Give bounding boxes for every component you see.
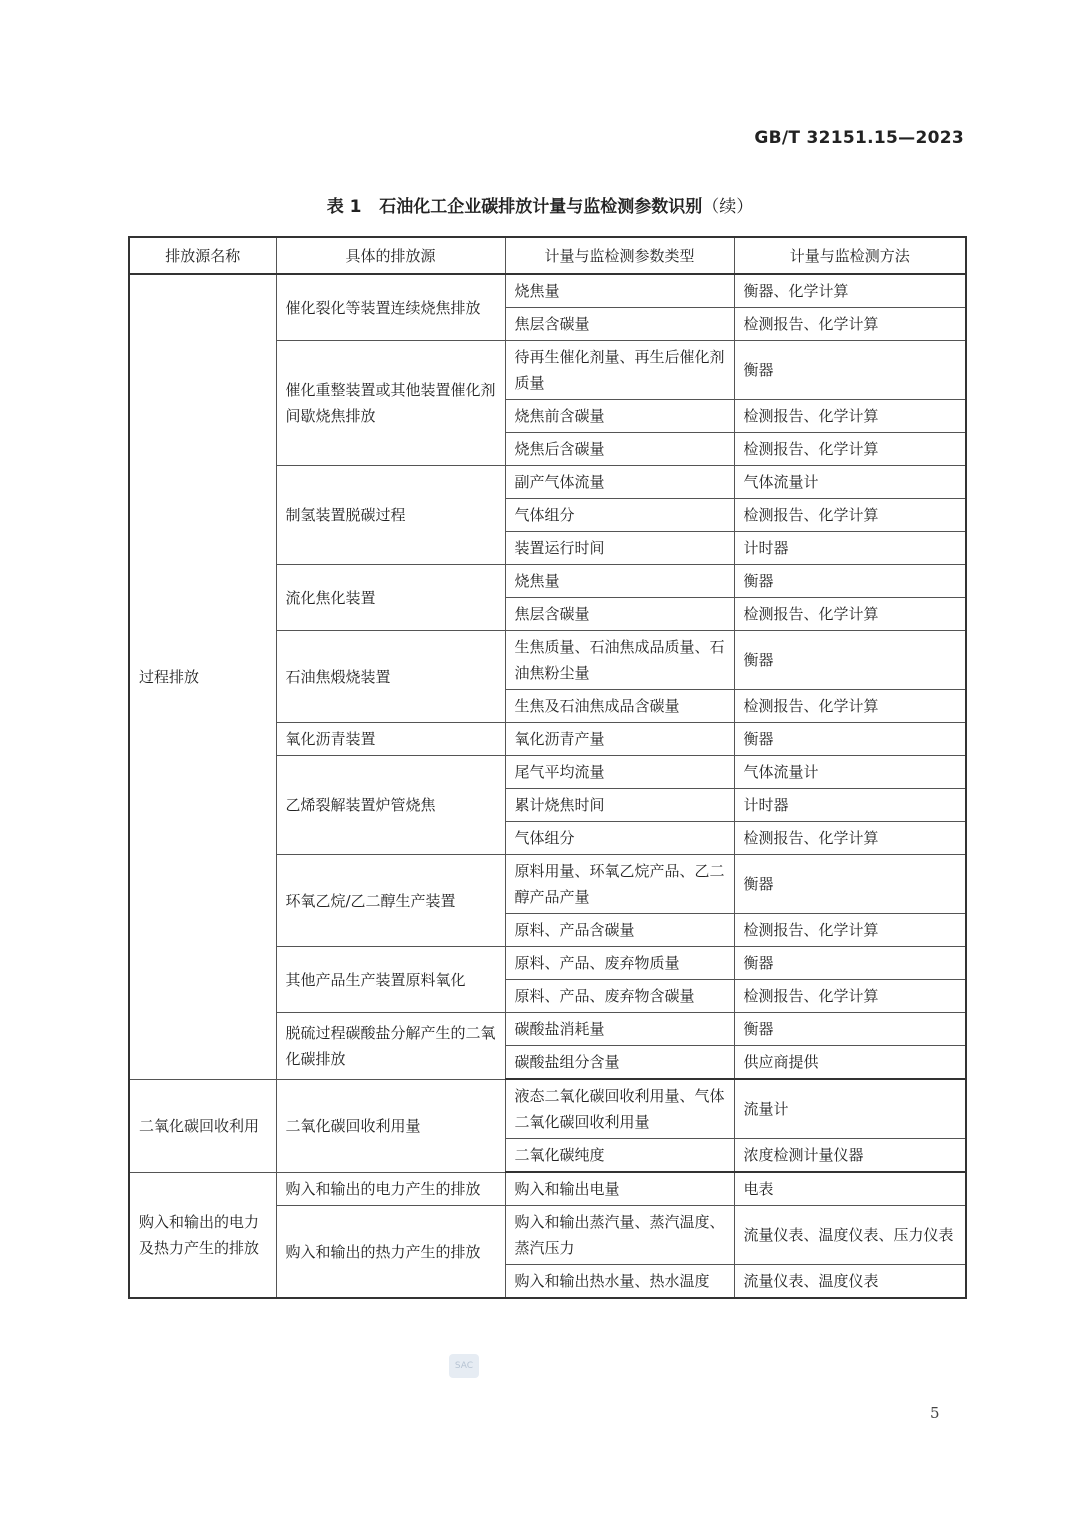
parameter-type-cell: 装置运行时间 <box>505 532 734 565</box>
parameter-type-cell: 副产气体流量 <box>505 466 734 499</box>
parameter-type-cell: 烧焦量 <box>505 565 734 598</box>
parameter-type-cell: 原料用量、环氧乙烷产品、乙二醇产品产量 <box>505 855 734 914</box>
parameter-type-cell: 购入和输出热水量、热水温度 <box>505 1265 734 1299</box>
standard-number: GB/T 32151.15—2023 <box>754 128 964 148</box>
sac-watermark-logo: SAC <box>449 1354 479 1378</box>
parameter-type-cell: 原料、产品、废弃物质量 <box>505 947 734 980</box>
parameter-type-cell: 待再生催化剂量、再生后催化剂质量 <box>505 341 734 400</box>
measurement-method-cell: 衡器 <box>734 631 966 690</box>
column-header: 计量与监检测参数类型 <box>505 237 734 274</box>
measurement-method-cell: 流量仪表、温度仪表、压力仪表 <box>734 1206 966 1265</box>
parameter-type-cell: 气体组分 <box>505 822 734 855</box>
measurement-method-cell: 衡器 <box>734 565 966 598</box>
measurement-method-cell: 检测报告、化学计算 <box>734 822 966 855</box>
emission-source-cell: 脱硫过程碳酸盐分解产生的二氧化碳排放 <box>276 1013 505 1080</box>
parameter-type-cell: 生焦质量、石油焦成品质量、石油焦粉尘量 <box>505 631 734 690</box>
measurement-method-cell: 衡器 <box>734 855 966 914</box>
emission-source-cell: 环氧乙烷/乙二醇生产装置 <box>276 855 505 947</box>
parameter-type-cell: 尾气平均流量 <box>505 756 734 789</box>
measurement-method-cell: 检测报告、化学计算 <box>734 690 966 723</box>
column-header: 具体的排放源 <box>276 237 505 274</box>
table-title-prefix: 表 1 <box>326 197 362 217</box>
column-header: 计量与监检测方法 <box>734 237 966 274</box>
measurement-method-cell: 衡器、化学计算 <box>734 274 966 308</box>
measurement-method-cell: 浓度检测计量仪器 <box>734 1139 966 1173</box>
measurement-method-cell: 衡器 <box>734 947 966 980</box>
parameter-type-cell: 生焦及石油焦成品含碳量 <box>505 690 734 723</box>
measurement-method-cell: 检测报告、化学计算 <box>734 914 966 947</box>
parameter-type-cell: 原料、产品、废弃物含碳量 <box>505 980 734 1013</box>
parameter-type-cell: 烧焦量 <box>505 274 734 308</box>
measurement-method-cell: 计时器 <box>734 789 966 822</box>
parameter-type-cell: 二氧化碳纯度 <box>505 1139 734 1173</box>
parameter-type-cell: 液态二氧化碳回收利用量、气体二氧化碳回收利用量 <box>505 1079 734 1139</box>
emission-category-cell: 过程排放 <box>129 274 276 1079</box>
parameter-type-cell: 焦层含碳量 <box>505 308 734 341</box>
emission-source-cell: 乙烯裂解装置炉管烧焦 <box>276 756 505 855</box>
page-number: 5 <box>930 1404 940 1422</box>
emission-source-cell: 制氢装置脱碳过程 <box>276 466 505 565</box>
emission-source-cell: 购入和输出的热力产生的排放 <box>276 1206 505 1299</box>
measurement-method-cell: 衡器 <box>734 1013 966 1046</box>
measurement-method-cell: 衡器 <box>734 723 966 756</box>
parameter-type-cell: 烧焦前含碳量 <box>505 400 734 433</box>
column-header: 排放源名称 <box>129 237 276 274</box>
emission-source-cell: 氧化沥青装置 <box>276 723 505 756</box>
table-row <box>129 274 966 308</box>
emission-category-cell: 购入和输出的电力及热力产生的排放 <box>129 1172 276 1298</box>
measurement-method-cell: 流量计 <box>734 1079 966 1139</box>
emission-source-cell: 流化焦化装置 <box>276 565 505 631</box>
measurement-method-cell: 检测报告、化学计算 <box>734 980 966 1013</box>
measurement-method-cell: 检测报告、化学计算 <box>734 499 966 532</box>
table-title <box>0 192 1080 217</box>
emission-category-cell: 二氧化碳回收利用 <box>129 1079 276 1172</box>
parameter-type-cell: 碳酸盐组分含量 <box>505 1046 734 1080</box>
measurement-method-cell: 流量仪表、温度仪表 <box>734 1265 966 1299</box>
table-body <box>129 274 966 1298</box>
table-title-continued: （续） <box>702 197 754 217</box>
emission-source-cell: 石油焦煅烧装置 <box>276 631 505 723</box>
measurement-method-cell: 检测报告、化学计算 <box>734 400 966 433</box>
emission-source-cell: 其他产品生产装置原料氧化 <box>276 947 505 1013</box>
measurement-method-cell: 供应商提供 <box>734 1046 966 1080</box>
measurement-method-cell: 电表 <box>734 1172 966 1206</box>
table-title-text: 石油化工企业碳排放计量与监检测参数识别 <box>379 197 703 217</box>
parameter-type-cell: 氧化沥青产量 <box>505 723 734 756</box>
parameter-type-cell: 购入和输出电量 <box>505 1172 734 1206</box>
measurement-method-cell: 气体流量计 <box>734 466 966 499</box>
table-row <box>129 1079 966 1139</box>
emission-source-cell: 二氧化碳回收利用量 <box>276 1079 505 1172</box>
emission-source-cell: 购入和输出的电力产生的排放 <box>276 1172 505 1206</box>
measurement-method-cell: 气体流量计 <box>734 756 966 789</box>
emission-source-cell: 催化裂化等装置连续烧焦排放 <box>276 274 505 341</box>
parameter-type-cell: 原料、产品含碳量 <box>505 914 734 947</box>
parameter-type-cell: 烧焦后含碳量 <box>505 433 734 466</box>
measurement-method-cell: 计时器 <box>734 532 966 565</box>
parameter-type-cell: 焦层含碳量 <box>505 598 734 631</box>
measurement-method-cell: 衡器 <box>734 341 966 400</box>
parameter-type-cell: 碳酸盐消耗量 <box>505 1013 734 1046</box>
parameter-type-cell: 购入和输出蒸汽量、蒸汽温度、蒸汽压力 <box>505 1206 734 1265</box>
parameter-type-cell: 气体组分 <box>505 499 734 532</box>
measurement-method-cell: 检测报告、化学计算 <box>734 308 966 341</box>
emission-source-cell: 催化重整装置或其他装置催化剂间歇烧焦排放 <box>276 341 505 466</box>
table-row <box>129 1172 966 1206</box>
emission-parameter-table <box>128 236 967 1299</box>
table-header-row <box>129 237 966 274</box>
measurement-method-cell: 检测报告、化学计算 <box>734 598 966 631</box>
measurement-method-cell: 检测报告、化学计算 <box>734 433 966 466</box>
parameter-type-cell: 累计烧焦时间 <box>505 789 734 822</box>
